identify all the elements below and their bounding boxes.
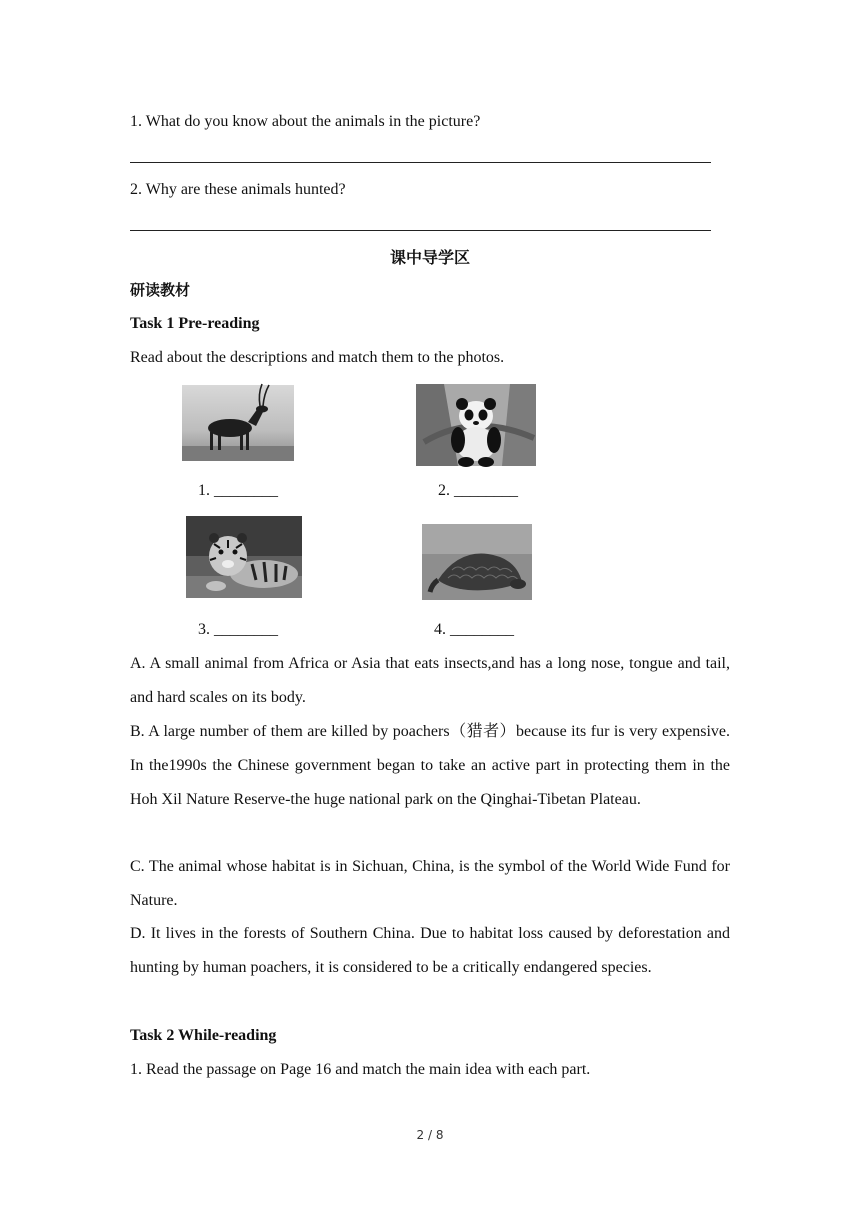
panda-photo <box>414 382 538 468</box>
description-b: B. A large number of them are killed by poachers（猎者）because its fur is very expensive. In the1990s the Chinese government began to take an active part in protecting them in the Hoh Xil Nature Reserve-the huge national park on the Qinghai-Tibetan Plateau. <box>130 723 730 808</box>
photo-1-caption: 1. ________ <box>198 482 278 499</box>
answer-line-1 <box>130 162 711 163</box>
task2-item-1: 1. Read the passage on Page 16 and match the main idea with each part. <box>130 1061 591 1078</box>
photo-3-caption: 3. ________ <box>198 621 278 638</box>
question-2: 2. Why are these animals hunted? <box>130 181 346 198</box>
page-number: 2 / 8 <box>416 1128 444 1142</box>
answer-line-2 <box>130 230 711 231</box>
photo-2-caption: 2. ________ <box>438 482 518 499</box>
tiger-photo <box>182 514 306 600</box>
antelope-photo <box>178 382 296 464</box>
task1-heading: Task 1 Pre-reading <box>130 315 260 332</box>
photo-4-caption: 4. ________ <box>434 621 514 638</box>
task1-instruction: Read about the descriptions and match them to the photos. <box>130 349 505 366</box>
subsection-title: 研读教材 <box>130 281 191 299</box>
question-1: 1. What do you know about the animals in the picture? <box>130 113 481 130</box>
description-c: C. The animal whose habitat is in Sichuan, China, is the symbol of the World Wide Fund for Nature. <box>130 858 730 909</box>
task2-heading: Task 2 While-reading <box>130 1027 277 1044</box>
description-d: D. It lives in the forests of Southern China. Due to habitat loss caused by deforestation and hunting by human poachers, it is considered to be a critically endangered species. <box>130 925 730 976</box>
section-title: 课中导学区 <box>389 248 470 267</box>
pangolin-photo <box>418 520 540 604</box>
description-a: A. A small animal from Africa or Asia that eats insects,and has a long nose, tongue and tail, and hard scales on its body. <box>130 655 730 706</box>
